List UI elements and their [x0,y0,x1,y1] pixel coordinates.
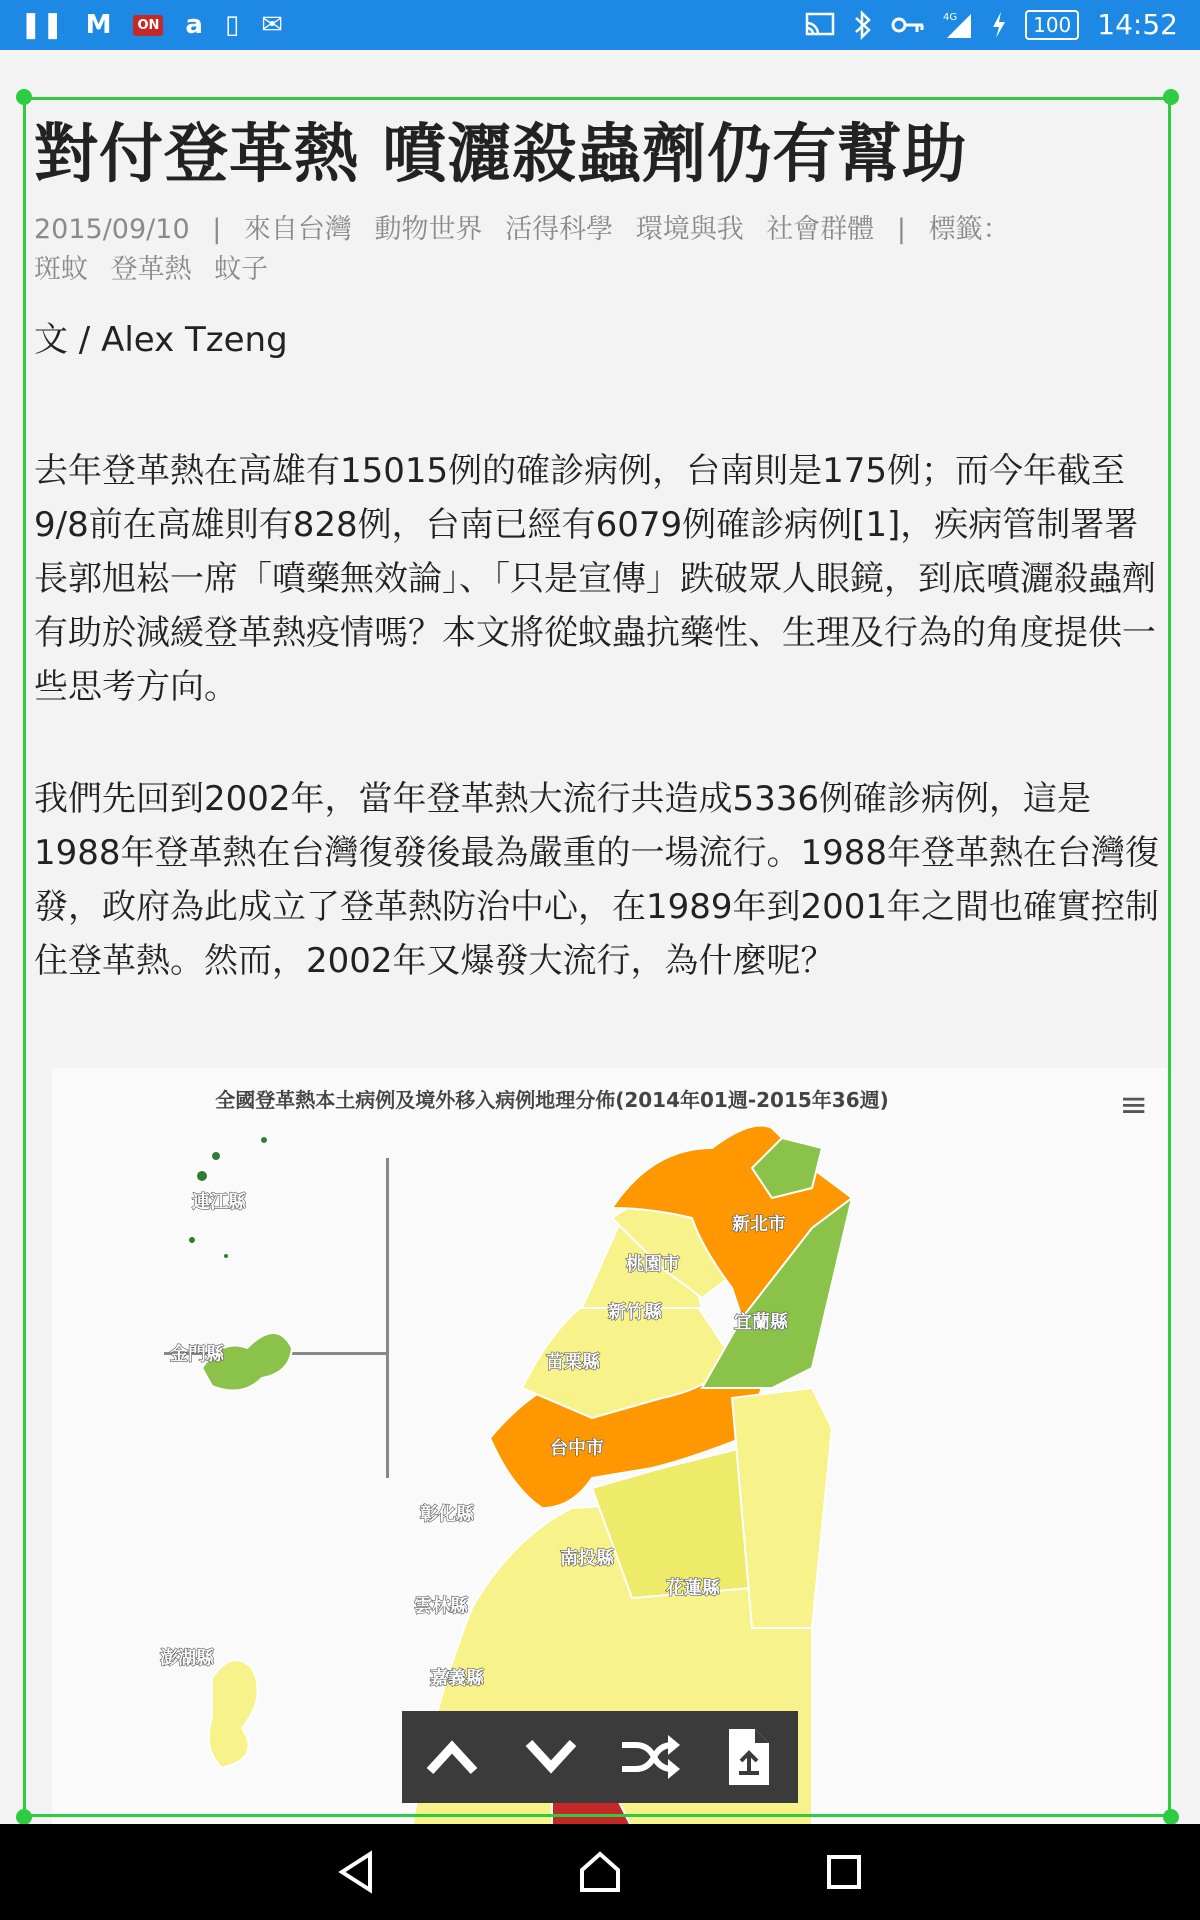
svg-text:4G: 4G [943,12,958,23]
hamburger-menu-icon[interactable]: ≡ [1119,1085,1148,1125]
pause-icon: ❚❚ [20,10,64,40]
m-logo-icon: M [85,10,112,40]
category-link[interactable]: 活得科學 [505,214,614,245]
map-label-yilan: 宜蘭縣 [734,1312,788,1333]
article-paragraph: 我們先回到2002年，當年登革熱大流行共造成5336例確診病例，這是1988年登革熱在台灣復發後最為嚴重的一場流行。1988年登革熱在台灣復發，政府為此成立了登革熱防治中心，在1989年到2001年之間也確實控制住登革熱。然而，2002年又爆發大流行，為什麼呢？ [34,779,1160,981]
article-page[interactable] [0,50,1200,1824]
meta-separator: | [212,214,222,245]
tags-label: 標籤： [928,214,1010,245]
phone-icon: ▯ [224,10,240,40]
shuffle-icon [618,1733,682,1781]
map-label-changhua: 彰化縣 [420,1504,474,1525]
map-label-penghu: 澎湖縣 [160,1648,214,1669]
article-title: 對付登革熱 噴灑殺蟲劑仍有幫助 [34,118,968,192]
map-label-miaoli: 苗栗縣 [546,1352,600,1373]
amazon-icon: a [185,10,203,40]
chevron-up-icon [424,1737,480,1777]
nyc-icon: ✉ [261,10,284,40]
figure-title: 全國登革熱本土病例及境外移入病例地理分佈(2014年01週-2015年36週) [215,1088,889,1112]
random-article-button[interactable] [610,1717,690,1797]
system-icons [805,6,1178,44]
article-date: 2015/09/10 [34,214,190,245]
tag-link[interactable]: 登革熱 [110,254,192,285]
charging-icon [991,11,1007,39]
on-icon: ON [133,15,163,36]
category-link[interactable]: 環境與我 [635,214,744,245]
export-page-button[interactable] [709,1717,789,1797]
map-label-chiayi: 嘉義縣 [430,1668,484,1689]
key-icon [891,15,925,35]
tag-link[interactable]: 蚊子 [214,254,269,285]
clock: 14:52 [1097,8,1178,41]
back-button[interactable] [324,1840,388,1904]
home-icon [578,1850,622,1894]
article-meta [34,210,1164,290]
back-icon [336,1850,376,1894]
map-label-taoyuan: 桃園市 [626,1254,680,1275]
home-button[interactable] [568,1840,632,1904]
battery-level: 100 [1025,10,1079,40]
selection-handle[interactable] [16,1809,32,1825]
selection-handle[interactable] [1163,89,1179,105]
system-nav-bar [0,1824,1200,1920]
category-link[interactable]: 來自台灣 [243,214,352,245]
scroll-down-button[interactable] [511,1717,591,1797]
map-label-kinmen: 金門縣 [170,1344,224,1365]
selection-handle[interactable] [16,89,32,105]
selection-handle[interactable] [1163,1809,1179,1825]
map-label-hsinchu: 新竹縣 [608,1302,662,1323]
article-paragraph: 去年登革熱在高雄有15015例的確診病例，台南則是175例；而今年截至9/8前在高雄則有828例，台南已經有6079例確診病例[1]，疾病管制署署長郭旭崧一席「噴藥無效論」、「只是宣傳」跌破眾人眼鏡，到底噴灑殺蟲劑有助於減緩登革熱疫情嗎？本文將從蚊蟲抗藥性、生理及行為的角度提供一些思考方向。 [34,451,1156,707]
notification-icons [20,8,283,42]
recents-button[interactable] [812,1840,876,1904]
map-label-lienchiang: 連江縣 [192,1192,246,1213]
cast-icon [805,12,835,38]
map-label-hualien: 花蓮縣 [666,1578,720,1599]
recents-icon [825,1853,863,1891]
map-label-new-taipei: 新北市 [732,1214,786,1235]
penghu-region [209,1660,258,1768]
scroll-up-button[interactable] [412,1717,492,1797]
tags-separator: | [896,214,906,245]
category-link[interactable]: 動物世界 [374,214,483,245]
category-link[interactable]: 社會群體 [766,214,875,245]
chevron-down-icon [523,1737,579,1777]
map-label-yunlin: 雲林縣 [414,1596,468,1617]
bluetooth-icon [853,10,873,40]
page-nav-toolbar [402,1711,798,1803]
map-label-nantou: 南投縣 [560,1548,614,1569]
tag-link[interactable]: 斑蚊 [34,254,88,285]
export-page-icon [725,1727,773,1787]
article-author: 文 / Alex Tzeng [34,320,288,360]
signal-4g-icon [943,10,973,40]
map-label-taichung: 台中市 [550,1438,604,1459]
status-bar [0,0,1200,50]
